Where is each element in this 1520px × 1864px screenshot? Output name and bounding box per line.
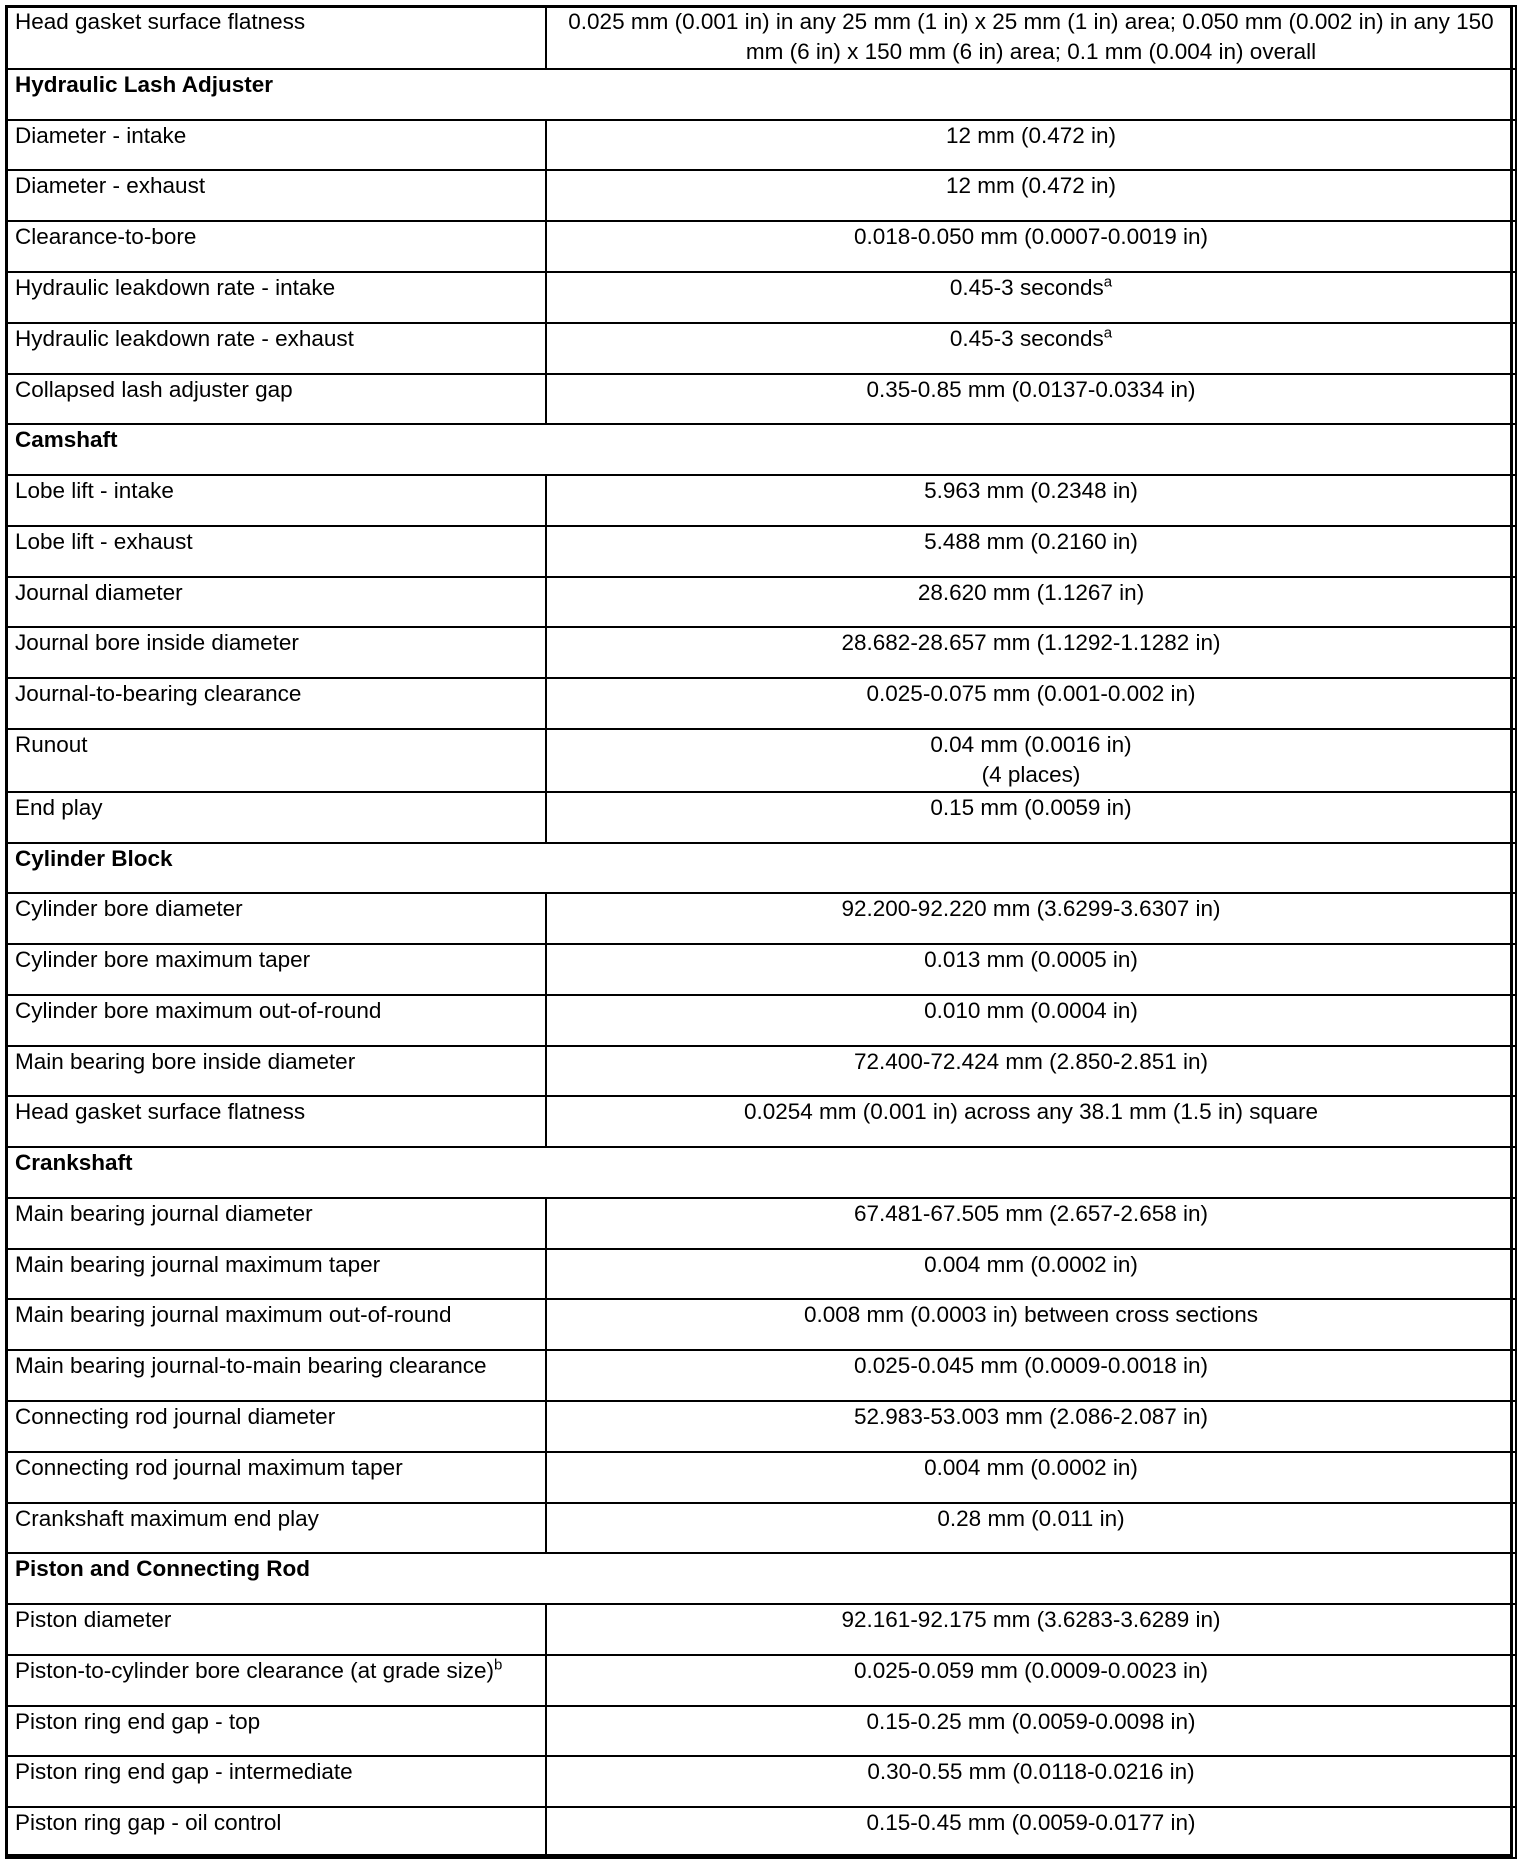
spec-label: Journal diameter (15, 579, 183, 605)
spec-label: Journal bore inside diameter (15, 630, 299, 656)
section-title: Piston and Connecting Rod (6, 1553, 1516, 1604)
spec-value-cell (546, 627, 1516, 678)
spec-value-cell (546, 1350, 1516, 1401)
spec-label-cell (6, 475, 546, 526)
spec-value-cell (546, 170, 1516, 221)
spec-value-cell (546, 272, 1516, 323)
spec-value-cell (546, 1401, 1516, 1452)
spec-value: 5.488 mm (0.2160 in) (924, 528, 1138, 554)
spec-row (6, 1452, 1516, 1503)
spec-value: 0.025-0.059 mm (0.0009-0.0023 in) (854, 1657, 1208, 1683)
spec-label-cell (6, 1198, 546, 1249)
spec-row (6, 1198, 1516, 1249)
spec-row (6, 729, 1516, 792)
spec-value-cell (546, 526, 1516, 577)
spec-value-cell (546, 323, 1516, 374)
spec-label-cell (6, 678, 546, 729)
spec-row (6, 1756, 1516, 1807)
spec-label-cell (6, 1299, 546, 1350)
spec-value-cell (546, 1249, 1516, 1300)
spec-row (6, 627, 1516, 678)
spec-value: 0.15 mm (0.0059 in) (930, 794, 1132, 820)
spec-value: 0.15-0.25 mm (0.0059-0.0098 in) (866, 1708, 1196, 1734)
spec-value: 0.008 mm (0.0003 in) between cross sections (804, 1302, 1258, 1328)
spec-label: Piston ring gap - oil control (15, 1810, 282, 1836)
spec-value: 0.45-3 seconds (949, 325, 1104, 351)
spec-label: Piston ring end gap - top (15, 1708, 261, 1734)
spec-label-cell (6, 221, 546, 272)
spec-label-cell (6, 1604, 546, 1655)
spec-value-cell (546, 729, 1516, 792)
spec-label: Main bearing journal diameter (15, 1200, 313, 1226)
spec-value: 67.481-67.505 mm (2.657-2.658 in) (854, 1200, 1208, 1226)
spec-value: 5.963 mm (0.2348 in) (924, 478, 1138, 504)
spec-row (6, 170, 1516, 221)
spec-label: Journal-to-bearing clearance (15, 681, 302, 707)
spec-label-cell (6, 170, 546, 221)
spec-value-cell (546, 1198, 1516, 1249)
spec-label: Piston diameter (15, 1607, 172, 1633)
spec-value-cell (546, 1452, 1516, 1503)
footnote-marker: a (1103, 324, 1113, 342)
spec-value-cell (546, 1503, 1516, 1554)
spec-label-cell (6, 729, 546, 792)
spec-value-cell (546, 1706, 1516, 1757)
spec-label: Head gasket surface flatness (15, 9, 306, 34)
specification-table (5, 5, 1517, 1859)
spec-value: 0.28 mm (0.011 in) (937, 1505, 1125, 1531)
spec-label: Collapsed lash adjuster gap (15, 376, 293, 402)
spec-label-cell (6, 1756, 546, 1807)
spec-value: 0.30-0.55 mm (0.0118-0.0216 in) (867, 1759, 1195, 1785)
spec-value-cell (546, 1299, 1516, 1350)
spec-label: Lobe lift - intake (15, 478, 174, 504)
spec-label-cell (6, 374, 546, 425)
spec-value-cell (546, 792, 1516, 843)
spec-row (6, 1249, 1516, 1300)
spec-row (6, 6, 1516, 69)
spec-label-cell (6, 323, 546, 374)
spec-value-cell (546, 221, 1516, 272)
spec-label: Hydraulic leakdown rate - intake (15, 275, 336, 300)
spec-value-cell (546, 678, 1516, 729)
spec-value-cell (546, 577, 1516, 628)
spec-value-cell (546, 893, 1516, 944)
spec-value-cell (546, 1604, 1516, 1655)
spec-label-cell (6, 120, 546, 171)
spec-label: Crankshaft maximum end play (15, 1505, 319, 1531)
spec-value: 0.018-0.050 mm (0.0007-0.0019 in) (854, 224, 1208, 250)
spec-value: 0.025-0.075 mm (0.001-0.002 in) (866, 681, 1196, 707)
spec-value-note: (4 places) (981, 761, 1081, 787)
spec-value: 92.200-92.220 mm (3.6299-3.6307 in) (841, 896, 1221, 922)
spec-value-cell (546, 1807, 1516, 1858)
spec-label-cell (6, 792, 546, 843)
spec-label-cell (6, 944, 546, 995)
spec-value: 0.025-0.045 mm (0.0009-0.0018 in) (854, 1353, 1208, 1379)
footnote-marker: b (493, 1656, 503, 1674)
spec-row (6, 374, 1516, 425)
spec-value-cell (546, 944, 1516, 995)
spec-value: 0.010 mm (0.0004 in) (924, 997, 1138, 1023)
spec-row (6, 1706, 1516, 1757)
spec-value-cell (546, 1046, 1516, 1097)
spec-label-cell (6, 6, 546, 69)
spec-row (6, 272, 1516, 323)
section-title: Cylinder Block (6, 843, 1516, 894)
spec-label-cell (6, 995, 546, 1046)
section-header-row-piston-and-connecting-rod (6, 1553, 1516, 1604)
spec-value: 0.0254 mm (0.001 in) across any 38.1 mm (1.5 in) square (743, 1099, 1318, 1125)
spec-label: Cylinder bore maximum out-of-round (15, 997, 382, 1023)
spec-value-cell (546, 1756, 1516, 1807)
spec-label-cell (6, 1503, 546, 1554)
spec-value-cell (546, 1096, 1516, 1147)
section-title: Hydraulic Lash Adjuster (6, 69, 1516, 120)
spec-label-cell (6, 1350, 546, 1401)
spec-label-cell (6, 893, 546, 944)
spec-value: 0.013 mm (0.0005 in) (924, 947, 1138, 973)
spec-value: 12 mm (0.472 in) (945, 122, 1117, 148)
spec-row (6, 792, 1516, 843)
spec-label: Cylinder bore diameter (15, 896, 243, 922)
spec-row (6, 1807, 1516, 1858)
spec-label-cell (6, 1655, 546, 1706)
spec-label-cell (6, 1807, 546, 1858)
spec-row (6, 526, 1516, 577)
spec-label: Head gasket surface flatness (15, 1099, 306, 1125)
section-header-row-crankshaft (6, 1147, 1516, 1198)
spec-row (6, 323, 1516, 374)
spec-label: Piston-to-cylinder bore clearance (at grade size) (15, 1657, 494, 1683)
spec-value: 0.45-3 seconds (949, 275, 1104, 300)
section-header-row-camshaft (6, 424, 1516, 475)
spec-label-cell (6, 272, 546, 323)
spec-value: 0.004 mm (0.0002 in) (924, 1454, 1138, 1480)
spec-label: Clearance-to-bore (15, 224, 197, 250)
section-title: Crankshaft (6, 1147, 1516, 1198)
spec-label-cell (6, 526, 546, 577)
spec-row (6, 893, 1516, 944)
spec-label-cell (6, 577, 546, 628)
spec-value: 0.025 mm (0.001 in) in any 25 mm (1 in) x 25 mm (1 in) area; 0.050 mm (0.002 in) in any 150 mm (6 in) x 150 mm (6 in) area; 0.1 mm (0.004 in) overall (568, 9, 1494, 64)
spec-label: Main bearing journal maximum out-of-round (15, 1302, 452, 1328)
section-title: Camshaft (6, 424, 1516, 475)
spec-row (6, 577, 1516, 628)
spec-value: 52.983-53.003 mm (2.086-2.087 in) (854, 1404, 1208, 1430)
spec-row (6, 221, 1516, 272)
spec-label: Main bearing journal-to-main bearing clearance (15, 1353, 487, 1379)
spec-row (6, 475, 1516, 526)
spec-label-cell (6, 1249, 546, 1300)
spec-value: 28.620 mm (1.1267 in) (917, 579, 1145, 605)
spec-label: Connecting rod journal maximum taper (15, 1454, 403, 1480)
section-header-row-hydraulic-lash-adjuster (6, 69, 1516, 120)
spec-label: End play (15, 794, 103, 820)
spec-value: 0.04 mm (0.0016 in) (930, 731, 1132, 757)
spec-label-cell (6, 1096, 546, 1147)
spec-value: 0.15-0.45 mm (0.0059-0.0177 in) (866, 1810, 1196, 1836)
spec-row (6, 1350, 1516, 1401)
spec-label-cell (6, 1046, 546, 1097)
spec-label: Diameter - exhaust (15, 173, 206, 199)
spec-label: Runout (15, 731, 88, 757)
spec-value-cell (546, 6, 1516, 69)
spec-row (6, 1299, 1516, 1350)
section-header-row-cylinder-block (6, 843, 1516, 894)
spec-row (6, 1096, 1516, 1147)
spec-row (6, 944, 1516, 995)
spec-row (6, 995, 1516, 1046)
spec-row (6, 1503, 1516, 1554)
specification-table-body (6, 6, 1516, 1858)
spec-value: 72.400-72.424 mm (2.850-2.851 in) (854, 1048, 1208, 1074)
spec-label: Diameter - intake (15, 122, 187, 148)
spec-label: Hydraulic leakdown rate - exhaust (15, 325, 354, 351)
spec-row (6, 120, 1516, 171)
spec-label-cell (6, 627, 546, 678)
spec-row (6, 1046, 1516, 1097)
spec-value: 12 mm (0.472 in) (945, 173, 1117, 199)
spec-label: Connecting rod journal diameter (15, 1404, 336, 1430)
spec-value: 28.682-28.657 mm (1.1292-1.1282 in) (841, 630, 1221, 656)
spec-label: Piston ring end gap - intermediate (15, 1759, 353, 1785)
spec-label: Lobe lift - exhaust (15, 528, 193, 554)
spec-value: 92.161-92.175 mm (3.6283-3.6289 in) (841, 1607, 1221, 1633)
spec-row (6, 678, 1516, 729)
spec-row (6, 1401, 1516, 1452)
footnote-marker: a (1103, 273, 1113, 291)
spec-label-cell (6, 1401, 546, 1452)
spec-value: 0.35-0.85 mm (0.0137-0.0334 in) (866, 376, 1196, 402)
spec-row (6, 1655, 1516, 1706)
spec-value-cell (546, 374, 1516, 425)
spec-label: Main bearing bore inside diameter (15, 1048, 356, 1074)
spec-value: 0.004 mm (0.0002 in) (924, 1251, 1138, 1277)
spec-label-cell (6, 1706, 546, 1757)
spec-label: Main bearing journal maximum taper (15, 1251, 381, 1277)
spec-label-cell (6, 1452, 546, 1503)
spec-value-cell (546, 1655, 1516, 1706)
spec-value-cell (546, 120, 1516, 171)
spec-value-cell (546, 475, 1516, 526)
spec-value-cell (546, 995, 1516, 1046)
spec-row (6, 1604, 1516, 1655)
spec-label: Cylinder bore maximum taper (15, 947, 311, 973)
